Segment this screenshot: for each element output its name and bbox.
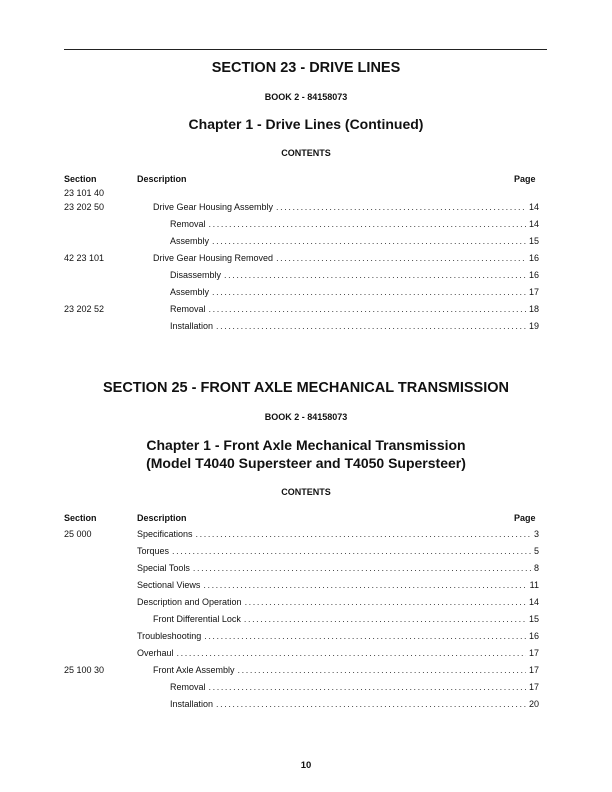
toc-page-number: 3 (533, 529, 539, 539)
toc-row (64, 543, 539, 560)
section-23-toc (64, 188, 539, 335)
toc-leader-dots (276, 199, 526, 216)
toc-entry (137, 577, 539, 594)
toc-section-code: 42 23 101 (64, 253, 105, 263)
toc-row (64, 250, 539, 267)
toc-row (64, 577, 539, 594)
toc-row (64, 560, 539, 577)
toc-row (64, 594, 539, 611)
toc-leader-dots (216, 318, 526, 335)
toc-page-number: 15 (528, 236, 539, 246)
toc-page-number: 5 (533, 546, 539, 556)
toc-row (64, 611, 539, 628)
toc-leader-dots (203, 577, 526, 594)
toc-leader-dots (209, 679, 526, 696)
section-25-chapter-line-2: (Model T4040 Supersteer and T4050 Supersteer) (146, 455, 466, 471)
toc-page-number: 16 (528, 631, 539, 641)
toc-page-number: 14 (528, 219, 539, 229)
toc-description: Torques (137, 546, 170, 556)
toc-page-number: 18 (528, 304, 539, 314)
section-23-col-page: Page (514, 174, 536, 184)
toc-entry (153, 662, 539, 679)
toc-description: Removal (170, 682, 206, 692)
section-23-col-description: Description (137, 174, 187, 184)
toc-entry (137, 594, 539, 611)
toc-leader-dots (196, 526, 531, 543)
section-23-book: BOOK 2 - 84158073 (264, 92, 348, 102)
toc-leader-dots (245, 594, 526, 611)
section-25-toc (64, 526, 539, 713)
toc-description: Description and Operation (137, 597, 242, 607)
toc-description: Front Axle Assembly (153, 665, 235, 675)
toc-row (64, 662, 539, 679)
toc-description: Installation (170, 321, 214, 331)
toc-row (64, 284, 539, 301)
toc-description: Special Tools (137, 563, 190, 573)
toc-page-number: 17 (528, 682, 539, 692)
section-25-col-page: Page (514, 513, 536, 523)
toc-section-code: 23 202 52 (64, 304, 105, 314)
toc-row (64, 696, 539, 713)
toc-entry (170, 284, 539, 301)
toc-description: Disassembly (170, 270, 222, 280)
toc-page-number: 17 (528, 648, 539, 658)
section-25-title: SECTION 25 - FRONT AXLE MECHANICAL TRANSMISSION (102, 380, 510, 396)
toc-leader-dots (209, 301, 526, 318)
toc-page-number: 15 (528, 614, 539, 624)
toc-row (64, 628, 539, 645)
section-25-book: BOOK 2 - 84158073 (264, 412, 348, 422)
toc-section-code: 23 202 50 (64, 202, 105, 212)
toc-row (64, 267, 539, 284)
toc-leader-dots (276, 250, 526, 267)
toc-description: Drive Gear Housing Assembly (153, 202, 274, 212)
toc-entry (170, 267, 539, 284)
toc-row (64, 233, 539, 250)
toc-page-number: 14 (528, 597, 539, 607)
toc-entry (137, 628, 539, 645)
toc-row (64, 526, 539, 543)
toc-entry (153, 250, 539, 267)
toc-leader-dots (204, 628, 526, 645)
toc-section-code: 23 101 40 (64, 188, 105, 198)
toc-entry (170, 318, 539, 335)
toc-entry (137, 543, 539, 560)
toc-section-code: 25 000 (64, 529, 92, 539)
toc-entry (170, 696, 539, 713)
toc-row (64, 301, 539, 318)
toc-entry (170, 233, 539, 250)
toc-page-number: 16 (528, 270, 539, 280)
toc-leader-dots (177, 645, 526, 662)
top-rule (64, 49, 547, 50)
toc-page-number: 8 (533, 563, 539, 573)
toc-leader-dots (244, 611, 526, 628)
toc-leader-dots (224, 267, 526, 284)
toc-row (64, 679, 539, 696)
toc-page-number: 19 (528, 321, 539, 331)
section-25-contents-label: CONTENTS (281, 487, 331, 497)
toc-description: Assembly (170, 236, 210, 246)
toc-entry (170, 216, 539, 233)
toc-description: Removal (170, 219, 206, 229)
toc-leader-dots (212, 233, 526, 250)
toc-description: Assembly (170, 287, 210, 297)
toc-leader-dots (238, 662, 526, 679)
section-25-chapter-line-1: Chapter 1 - Front Axle Mechanical Transmission (146, 437, 466, 453)
toc-entry (170, 301, 539, 318)
toc-row (64, 645, 539, 662)
toc-page-number: 17 (528, 287, 539, 297)
toc-description: Sectional Views (137, 580, 201, 590)
toc-row (64, 216, 539, 233)
toc-entry (153, 199, 539, 216)
toc-leader-dots (212, 284, 526, 301)
toc-page-number: 20 (528, 699, 539, 709)
toc-entry (170, 679, 539, 696)
toc-description: Drive Gear Housing Removed (153, 253, 274, 263)
toc-leader-dots (216, 696, 526, 713)
toc-page-number: 11 (529, 580, 539, 590)
section-23-contents-label: CONTENTS (281, 148, 331, 158)
section-23-col-section: Section (64, 174, 97, 184)
toc-description: Installation (170, 699, 214, 709)
toc-description: Troubleshooting (137, 631, 202, 641)
toc-page-number: 14 (528, 202, 539, 212)
section-25-col-description: Description (137, 513, 187, 523)
toc-description: Front Differential Lock (153, 614, 241, 624)
toc-entry (137, 526, 539, 543)
section-23-chapter: Chapter 1 - Drive Lines (Continued) (188, 116, 424, 132)
toc-entry (137, 560, 539, 577)
toc-page-number: 16 (528, 253, 539, 263)
toc-description: Removal (170, 304, 206, 314)
toc-section-code: 25 100 30 (64, 665, 105, 675)
toc-row (64, 318, 539, 335)
toc-page-number: 17 (528, 665, 539, 675)
toc-description: Specifications (137, 529, 193, 539)
toc-entry (137, 645, 539, 662)
toc-row (64, 199, 539, 216)
toc-entry (153, 611, 539, 628)
page-number: 10 (300, 760, 312, 771)
toc-row (64, 188, 539, 199)
toc-leader-dots (209, 216, 526, 233)
section-25-col-section: Section (64, 513, 97, 523)
toc-leader-dots (193, 560, 531, 577)
section-23-title: SECTION 23 - DRIVE LINES (211, 60, 401, 76)
toc-leader-dots (172, 543, 531, 560)
toc-description: Overhaul (137, 648, 174, 658)
